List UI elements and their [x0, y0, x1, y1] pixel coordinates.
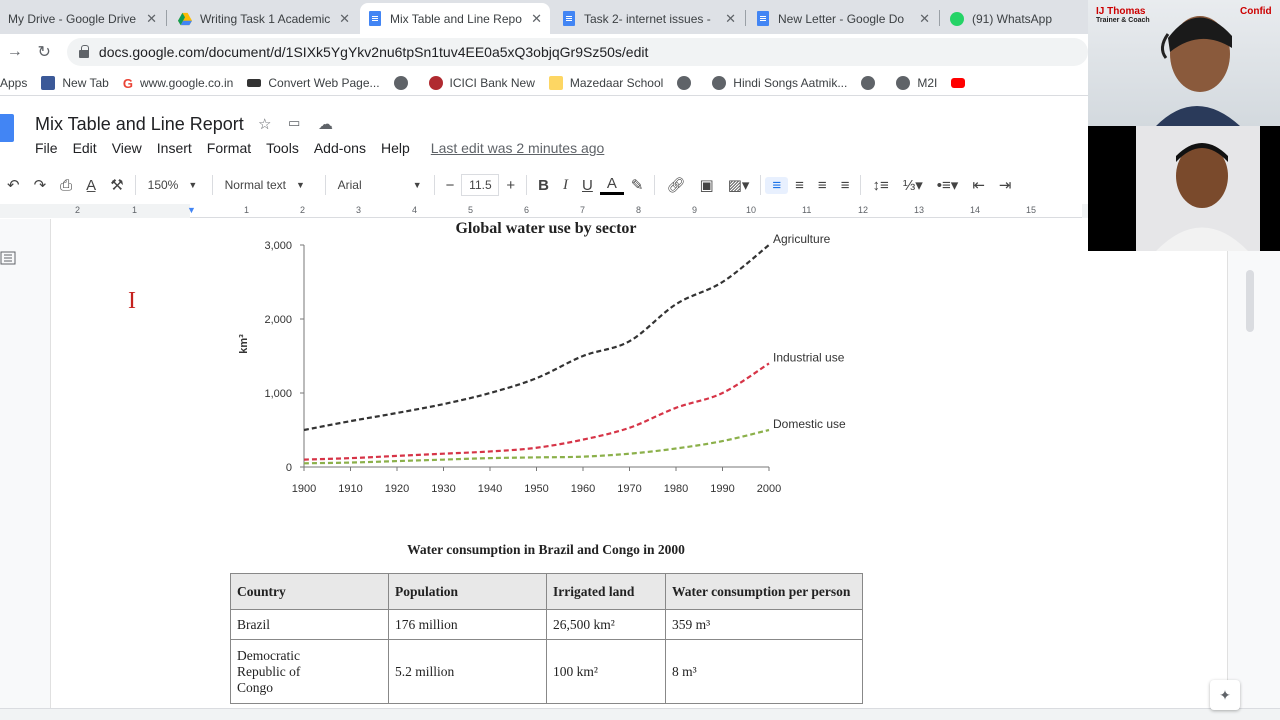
horizontal-scrollbar[interactable] [0, 708, 1280, 720]
w2p-icon [247, 79, 261, 87]
link-icon[interactable]: 🔗︎ [666, 177, 686, 194]
docs-logo-icon[interactable] [0, 114, 14, 142]
ruler-label: 11 [802, 205, 812, 215]
bookmark-mazedaar[interactable] [549, 76, 663, 90]
tab-separator [166, 10, 167, 26]
close-icon[interactable]: ✕ [339, 10, 350, 26]
font-size-input[interactable]: 11.5 [461, 174, 499, 196]
ruler-label: 4 [412, 205, 418, 215]
browser-tab[interactable] [0, 3, 165, 34]
water-consumption-table [230, 573, 863, 704]
table-header-cell: Irrigated land [547, 574, 666, 610]
bookmarks-bar [0, 70, 1088, 96]
folder-icon [549, 76, 563, 90]
close-icon[interactable]: ✕ [725, 10, 736, 26]
ruler-label: 6 [524, 205, 530, 215]
bookmark-new-tab[interactable] [41, 76, 108, 90]
decrease-indent-icon[interactable]: ⇤ [972, 177, 985, 194]
ruler-label: 13 [914, 205, 925, 215]
table-header-cell: Country [231, 574, 389, 610]
bookmark-label: Convert Web Page... [268, 75, 380, 90]
globe-icon [896, 76, 910, 90]
browser-tab[interactable] [170, 3, 358, 34]
lock-icon [79, 50, 89, 58]
table-cell: 5.2 million [389, 640, 547, 704]
explore-button[interactable] [1210, 680, 1240, 710]
document-outline-icon[interactable] [0, 250, 16, 266]
bookmark-label: www.google.co.in [139, 75, 234, 90]
increase-font-size-button[interactable]: + [506, 176, 516, 194]
globe-icon [712, 76, 726, 90]
toolbar-divider [212, 175, 213, 195]
paint-format-icon[interactable]: ⚒ [110, 177, 124, 194]
webcam-presenter [1088, 0, 1280, 126]
icici-icon [429, 76, 443, 90]
tab-title: New Letter - Google Do [778, 11, 905, 26]
bulleted-list-icon[interactable]: •≡▾ [936, 177, 959, 194]
ruler-label: 2 [75, 205, 81, 215]
style-value: Normal text [224, 178, 286, 192]
undo-icon[interactable]: ↶ [7, 177, 20, 194]
font-select[interactable] [330, 178, 430, 192]
x-tick-label: 1900 [291, 483, 317, 495]
menu-insert[interactable]: Insert [156, 140, 192, 156]
bookmark-apps[interactable] [0, 76, 27, 90]
globe-icon [861, 76, 875, 90]
document-title[interactable]: Mix Table and Line Report [35, 114, 244, 134]
table-header-cell: Water consumption per person [666, 574, 863, 610]
table-title: Water consumption in Brazil and Congo in 2000 [407, 542, 685, 557]
ruler-label: 8 [636, 205, 642, 215]
y-tick-label: 1,000 [264, 388, 292, 400]
drive-icon [178, 11, 192, 27]
bookmark-globe[interactable] [861, 76, 882, 90]
font-value: Arial [337, 178, 362, 192]
facebook-icon [41, 76, 55, 90]
table-cell: 100 km² [547, 640, 666, 704]
bookmark-label: New Tab [62, 75, 109, 90]
presenter-name: IJ Thomas [1096, 6, 1146, 17]
zoom-value: 150% [147, 178, 179, 192]
table-row [231, 610, 863, 640]
ruler-label: 2 [300, 205, 306, 215]
toolbar-divider [760, 175, 761, 195]
chart-title: Global water use by sector [455, 220, 637, 237]
browser-tab-active[interactable] [360, 3, 550, 34]
ruler-label: 7 [580, 205, 586, 215]
spellcheck-icon[interactable]: A̲ [86, 176, 97, 194]
menu-format[interactable]: Format [206, 140, 252, 156]
bookmark-m2i[interactable] [896, 76, 937, 90]
url-input[interactable] [67, 38, 1088, 66]
series-label: Domestic use [773, 417, 846, 431]
star-icon[interactable]: ☆ [258, 116, 272, 133]
toolbar-divider [135, 175, 136, 195]
browser-tab-strip [0, 0, 1088, 34]
x-tick-label: 1950 [524, 483, 549, 495]
align-left-icon[interactable]: ≡ [765, 177, 788, 194]
bookmark-label: Hindi Songs Aatmik... [733, 75, 848, 90]
x-tick-label: 1940 [477, 483, 503, 495]
ruler-label: 1 [132, 205, 138, 215]
tab-title: Mix Table and Line Repo [390, 11, 522, 26]
browser-tab[interactable] [942, 3, 1088, 34]
table-cell: 176 million [389, 610, 547, 640]
table-row [231, 640, 863, 704]
zoom-select[interactable] [140, 178, 208, 192]
bookmark-globe[interactable] [677, 76, 698, 90]
numbered-list-icon[interactable]: ⅓▾ [902, 177, 923, 194]
chevron-down-icon: ▼ [296, 180, 305, 190]
ruler-label: 5 [468, 205, 474, 215]
ruler[interactable] [0, 204, 1088, 218]
menu-file[interactable]: File [35, 140, 58, 156]
docs-icon [562, 11, 576, 27]
bookmark-youtube[interactable] [951, 78, 972, 88]
italic-icon[interactable]: I [563, 176, 569, 193]
style-select[interactable] [217, 178, 321, 192]
table-cell: 359 m³ [666, 610, 863, 640]
tab-separator [939, 10, 940, 26]
ruler-label: 12 [858, 205, 869, 215]
table-cell: 26,500 km² [547, 610, 666, 640]
x-tick-label: 1960 [570, 483, 596, 495]
bookmark-label: Mazedaar School [569, 75, 664, 90]
menu-edit[interactable]: Edit [72, 140, 97, 156]
text-cursor-icon: I [128, 288, 136, 314]
formatting-toolbar [0, 170, 1088, 200]
series-line [304, 430, 769, 463]
presenter-video [1148, 8, 1244, 126]
bookmark-google[interactable] [123, 76, 234, 90]
move-folder-icon[interactable]: ▭ [288, 115, 301, 130]
last-edit-link[interactable]: Last edit was 2 minutes ago [430, 140, 605, 156]
cloud-status-icon[interactable]: ☁ [318, 116, 333, 133]
underline-icon[interactable]: U [582, 176, 593, 194]
y-axis-label: km³ [238, 334, 250, 354]
google-icon: G [122, 75, 133, 91]
docs-icon [368, 11, 382, 27]
close-icon[interactable]: ✕ [919, 10, 930, 26]
toolbar-divider [654, 175, 655, 195]
bookmark-convert[interactable] [247, 76, 379, 90]
toolbar-divider [325, 175, 326, 195]
ruler-label: 9 [692, 205, 698, 215]
x-tick-label: 1990 [710, 483, 735, 495]
menu-addons[interactable]: Add-ons [313, 140, 366, 156]
table-cell [231, 640, 389, 704]
bookmark-globe[interactable] [394, 76, 415, 90]
tab-separator [745, 10, 746, 26]
highlight-icon[interactable]: ✎ [630, 177, 644, 194]
ruler-margin [0, 204, 190, 218]
youtube-icon [951, 78, 965, 88]
reload-icon[interactable]: ↻ [37, 44, 51, 61]
image-icon[interactable]: ▨▾ [727, 177, 750, 194]
close-icon[interactable]: ✕ [531, 10, 542, 26]
bookmark-icici[interactable] [429, 76, 535, 90]
browser-tab[interactable] [554, 3, 744, 34]
bookmark-hindi-songs[interactable] [712, 76, 847, 90]
x-tick-label: 2000 [756, 483, 782, 495]
y-tick-label: 3,000 [264, 240, 292, 252]
decrease-font-size-button[interactable]: − [445, 176, 455, 194]
presenter-role: Trainer & Coach [1096, 17, 1150, 24]
y-tick-label: 2,000 [264, 314, 292, 326]
bookmark-label: Apps [0, 75, 28, 90]
ruler-label: 1 [244, 205, 250, 215]
student-video [1136, 126, 1260, 251]
toolbar-divider [526, 175, 527, 195]
table-cell: Brazil [231, 610, 389, 640]
table-header-row [231, 574, 863, 610]
menu-view[interactable]: View [111, 140, 142, 156]
line-chart [220, 219, 880, 509]
globe-icon [677, 76, 691, 90]
align-right-icon[interactable]: ≡ [817, 176, 827, 194]
x-tick-label: 1970 [617, 483, 642, 495]
y-tick-label: 0 [285, 462, 292, 474]
menu-bar [35, 140, 604, 156]
table-cell: 8 m³ [666, 640, 863, 704]
tab-title: (91) WhatsApp [972, 11, 1053, 26]
tab-title: Writing Task 1 Academic [200, 11, 331, 26]
whatsapp-icon [950, 11, 964, 27]
indent-marker-icon[interactable]: ▼ [187, 205, 196, 215]
x-tick-label: 1980 [663, 483, 689, 495]
forward-icon[interactable]: → [6, 43, 23, 60]
comment-icon[interactable]: ▣ [699, 177, 714, 194]
address-bar [0, 34, 1088, 70]
chevron-down-icon: ▼ [412, 180, 422, 190]
tab-title: Task 2- internet issues - [584, 11, 711, 26]
ruler-label: 15 [1026, 205, 1037, 215]
align-center-icon[interactable]: ≡ [795, 176, 804, 194]
webcam-student [1088, 126, 1280, 251]
chevron-down-icon: ▼ [188, 180, 198, 190]
series-line [304, 245, 769, 430]
close-icon[interactable]: ✕ [146, 10, 157, 26]
docs-icon [756, 11, 770, 27]
increase-indent-icon[interactable]: ⇥ [998, 177, 1012, 194]
globe-icon [394, 76, 408, 90]
redo-icon[interactable]: ↷ [33, 177, 47, 194]
series-label: Agriculture [773, 232, 831, 246]
toolbar-divider [860, 175, 861, 195]
ruler-label: 10 [746, 205, 757, 215]
menu-help[interactable]: Help [380, 140, 410, 156]
vertical-scrollbar[interactable] [1246, 270, 1254, 332]
series-label: Industrial use [773, 350, 845, 365]
print-icon[interactable]: ⎙ [60, 176, 73, 194]
bookmark-label: ICICI Bank New [449, 75, 535, 90]
bookmark-label: M2I [917, 75, 938, 90]
docs-header [0, 100, 1088, 166]
x-tick-label: 1930 [431, 483, 456, 495]
line-spacing-icon[interactable]: ↕≡ [872, 176, 889, 194]
bold-icon[interactable]: B [538, 176, 550, 194]
url-text: docs.google.com/document/d/1SIXk5YgYkv2nu6tpSn1tuv4EE0a5xQ3objqGr9Sz50s/edit [98, 44, 649, 60]
presenter-banner-right: Confid [1240, 6, 1272, 17]
x-tick-label: 1910 [338, 483, 363, 495]
browser-tab[interactable] [748, 3, 938, 34]
menu-tools[interactable]: Tools [266, 140, 299, 156]
ruler-label: 14 [970, 205, 981, 215]
table-cell-text: Democratic Republic of Congo [237, 647, 301, 695]
table-header-cell: Population [389, 574, 547, 610]
tab-title: My Drive - Google Drive [8, 11, 137, 26]
text-color-icon[interactable]: A [600, 176, 624, 195]
toolbar-divider [434, 175, 435, 195]
align-justify-icon[interactable]: ≡ [840, 176, 850, 194]
ruler-label: 3 [356, 205, 362, 215]
explore-icon: ✦ [1219, 686, 1231, 703]
x-tick-label: 1920 [384, 483, 410, 495]
